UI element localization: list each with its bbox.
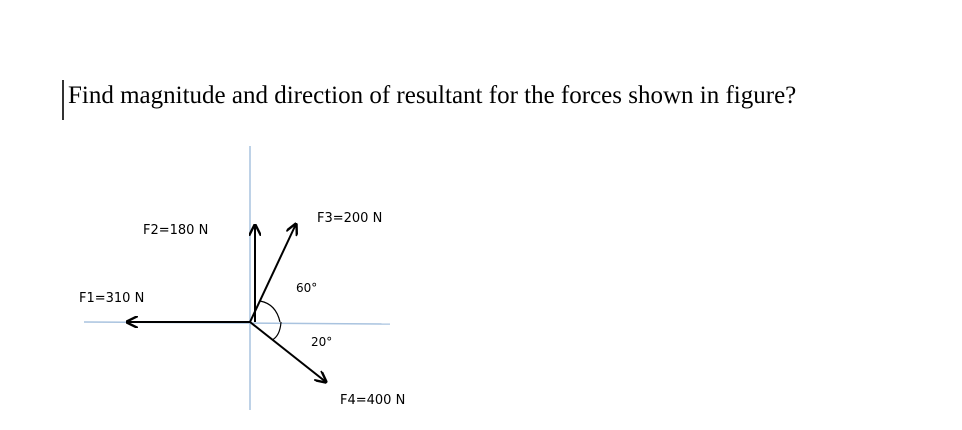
angle-arc-60: [260, 301, 280, 322]
angle-label-60: 60°: [296, 281, 318, 295]
force-label-f1: F1=310 N: [79, 291, 145, 306]
force-label-f3: F3=200 N: [317, 211, 383, 226]
force-arrow-f4: [250, 322, 326, 382]
force-label-f4: F4=400 N: [340, 393, 406, 408]
force-label-f2: F2=180 N: [143, 223, 209, 238]
angle-arc-20: [272, 322, 281, 340]
question-text: Find magnitude and direction of resultant for the forces shown in figure?: [68, 82, 797, 109]
angle-label-20: 20°: [311, 335, 333, 349]
